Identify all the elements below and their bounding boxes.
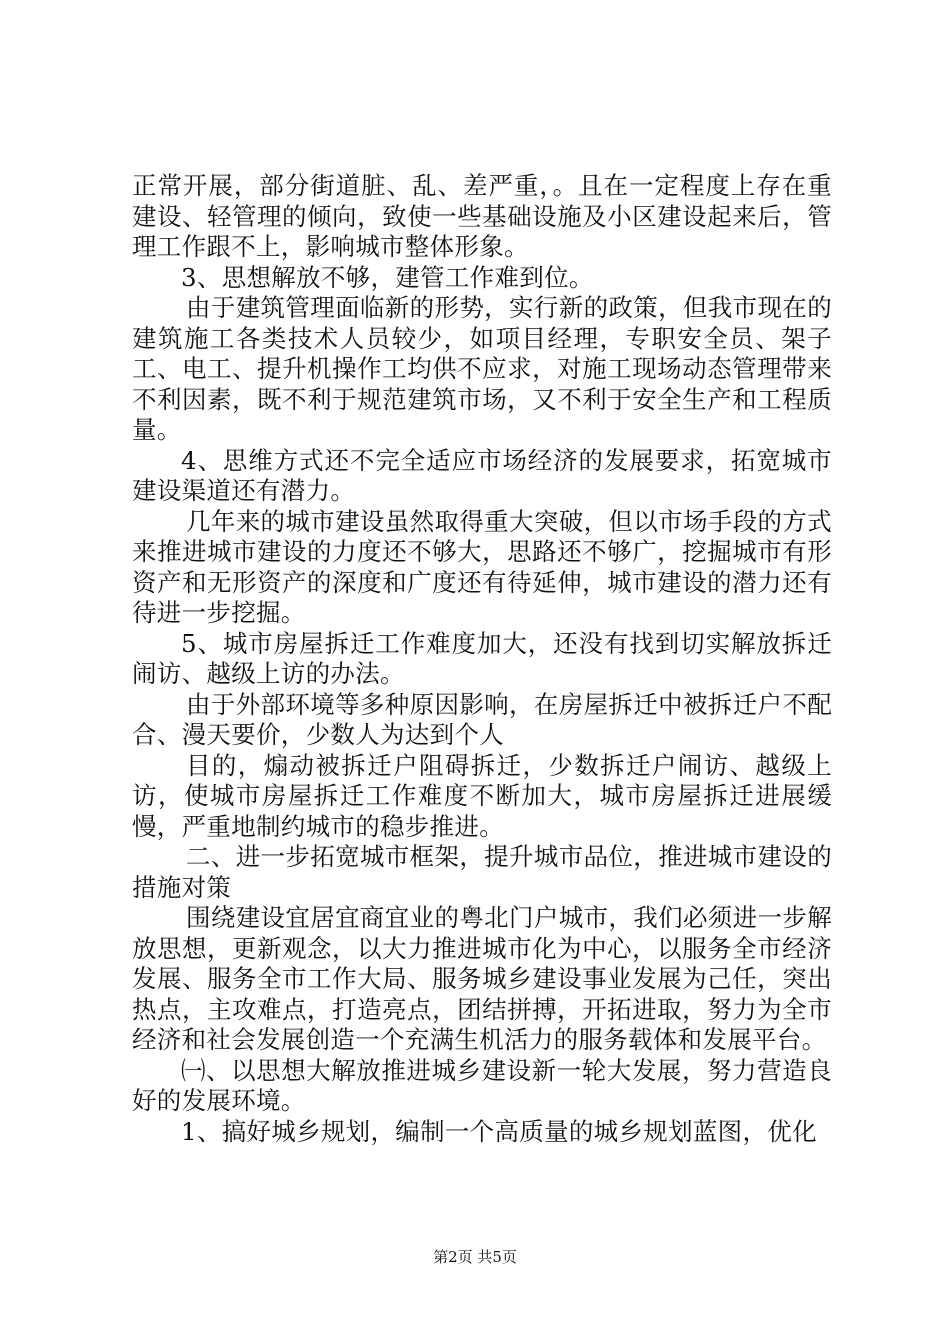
paragraph-heading-4: 4、思维方式还不完全适应市场经济的发展要求，拓宽城市建设渠道还有潜力。	[132, 445, 832, 505]
paragraph-construction-management: 由于建筑管理面临新的形势，实行新的政策，但我市现在的建筑施工各类技术人员较少，如项目经理，专职安全员、架子工、电工、提升机操作工均供不应求，对施工现场动态管理带来不利因素，既不利于规范建筑市场，又不利于安全生产和工程质量。	[132, 293, 832, 444]
document-body	[132, 171, 832, 1147]
page-footer: 第2页 共5页	[433, 1248, 517, 1266]
paragraph-heading-3: 3、思想解放不够，建管工作难到位。	[181, 262, 594, 292]
paragraph-continuation: 正常开展，部分街道脏、乱、差严重，。且在一定程度上存在重建设、轻管理的倾向，致使一些基础设施及小区建设起来后，管理工作跟不上，影响城市整体形象。	[132, 171, 832, 261]
paragraph-section-two-heading: 二、进一步拓宽城市框架，提升城市品位，推进城市建设的措施对策	[132, 842, 832, 902]
paragraph-demolition-purpose: 目的，煽动被拆迁户阻碍拆迁，少数拆迁户闹访、越级上访，使城市房屋拆迁工作难度不断加大，城市房屋拆迁进展缓慢，严重地制约城市的稳步推进。	[132, 750, 832, 841]
paragraph-item-one: 1、搞好城乡规划，编制一个高质量的城乡规划蓝图，优化	[181, 1116, 817, 1146]
paragraph-market-approach: 几年来的城市建设虽然取得重大突破，但以市场手段的方式来推进城市建设的力度还不够大，思路还不够广，挖掘城市有形资产和无形资产的深度和广度还有待延伸，城市建设的潜力还有待进一步挖掘。	[132, 506, 832, 627]
paragraph-heading-5: 5、城市房屋拆迁工作难度加大，还没有找到切实解放拆迁闹访、越级上访的办法。	[132, 628, 832, 688]
paragraph-subsection-one: ㈠、以思想大解放推进城乡建设新一轮大发展，努力营造良好的发展环境。	[132, 1055, 832, 1115]
paragraph-section-two-body: 围绕建设宜居宜商宜业的粤北门户城市，我们必须进一步解放思想，更新观念，以大力推进城市化为中心，以服务全市经济发展、服务全市工作大局、服务城乡建设事业发展为己任，突出热点，主攻难点，打造亮点，团结拼搏，开拓进取，努力为全市经济和社会发展创造一个充满生机活力的服务载体和发展平台。	[132, 903, 832, 1054]
paragraph-demolition-difficulty: 由于外部环境等多种原因影响，在房屋拆迁中被拆迁户不配合、漫天要价，少数人为达到个人	[132, 689, 832, 749]
